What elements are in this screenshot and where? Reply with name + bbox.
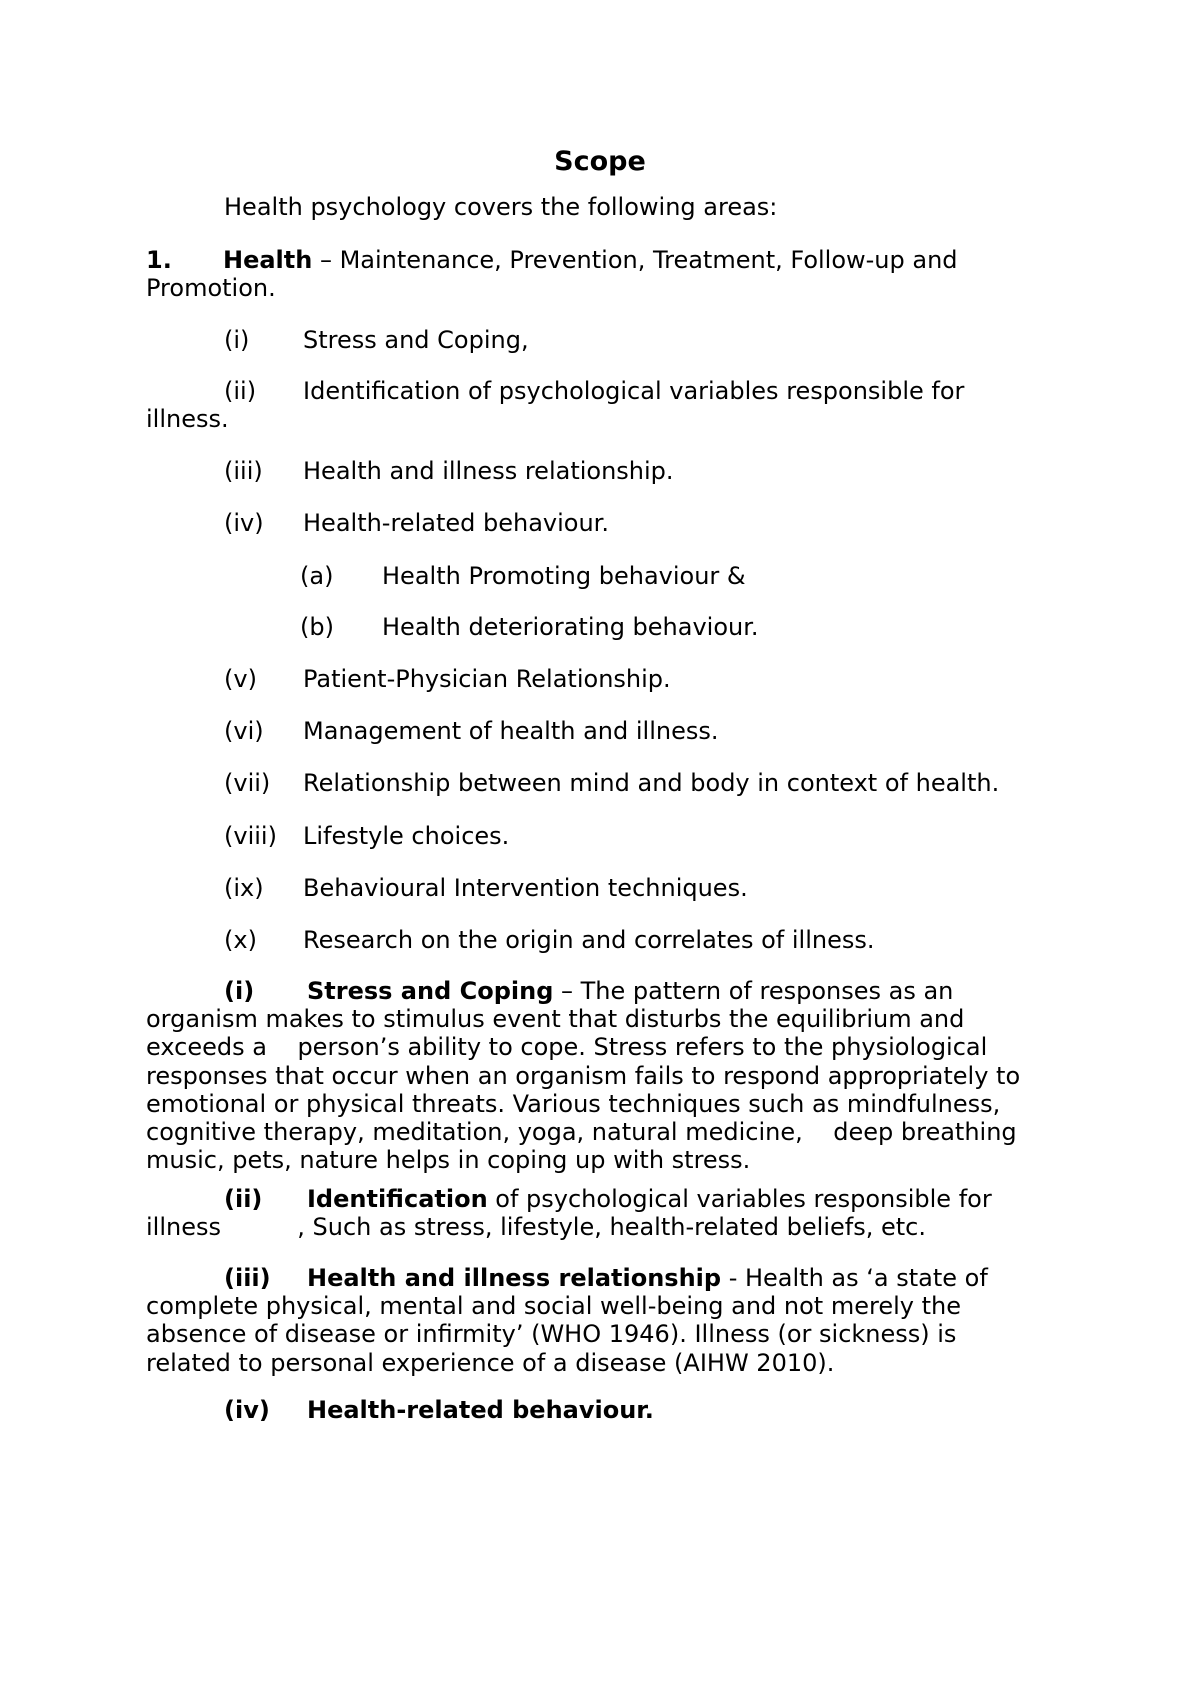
page-title: Scope (554, 146, 646, 177)
list-number: (ii) (224, 377, 257, 405)
list-item (224, 873, 748, 903)
list-item (224, 821, 509, 851)
list-number: (ix) (224, 874, 264, 902)
list-item (224, 768, 999, 798)
health-illness-paragraph (146, 1264, 1046, 1377)
detail-number: (ii) (224, 1185, 263, 1213)
list-item (224, 376, 964, 406)
intro-text: Health psychology covers the following areas: (224, 193, 778, 221)
detail-text: emotional or physical threats. Various techniques such as mindfulness, (146, 1089, 1001, 1118)
sublist-item (300, 561, 746, 591)
list-number: (iii) (224, 457, 263, 485)
list-number: (v) (224, 665, 257, 693)
list-text: Research on the origin and correlates of illness. (303, 926, 875, 954)
detail-text: cognitive therapy, meditation, yoga, natural medicine, deep breathing (146, 1118, 1017, 1147)
detail-number: (i) (224, 977, 255, 1005)
detail-number: (iii) (224, 1264, 271, 1292)
detail-text: organism makes to stimulus event that disturbs the equilibrium and (146, 1005, 965, 1034)
section-number: 1. (146, 246, 172, 274)
detail-heading: Health-related behaviour. (307, 1396, 654, 1424)
list-text: Management of health and illness. (303, 717, 719, 745)
detail-text: – The pattern of responses as an (553, 977, 954, 1005)
list-number: (iv) (224, 509, 264, 537)
detail-text: exceeds a person’s ability to cope. Stress refers to the physiological (146, 1033, 988, 1062)
section-text: – Maintenance, Prevention, Treatment, Follow-up and (312, 246, 958, 274)
stress-coping-paragraph (146, 977, 1046, 1174)
list-number: (viii) (224, 822, 277, 850)
list-text: Patient-Physician Relationship. (303, 665, 671, 693)
list-item-continuation: illness. (146, 405, 229, 433)
detail-text: of psychological variables responsible for (487, 1185, 992, 1213)
list-item (224, 325, 529, 355)
list-number: (vii) (224, 769, 271, 797)
list-item (224, 664, 671, 694)
list-text: Lifestyle choices. (303, 822, 510, 850)
section-1-heading (146, 245, 958, 275)
sublist-number: (b) (300, 613, 334, 641)
list-number: (vi) (224, 717, 264, 745)
sublist-text: Health deteriorating behaviour. (382, 613, 759, 641)
list-item (224, 456, 674, 486)
detail-text: complete physical, mental and social well-being and not merely the (146, 1292, 961, 1321)
identification-paragraph (146, 1185, 1046, 1241)
list-number: (i) (224, 326, 250, 354)
detail-number: (iv) (224, 1396, 270, 1424)
list-item (224, 925, 875, 955)
detail-text: absence of disease or infirmity’ (WHO 1946). Illness (or sickness) is (146, 1320, 957, 1349)
section-label: Health (223, 246, 313, 274)
detail-heading: Stress and Coping (307, 977, 554, 1005)
health-behaviour-heading (224, 1395, 654, 1425)
list-text: Identification of psychological variables responsible for (303, 377, 965, 405)
sublist-item (300, 612, 759, 642)
detail-heading: Identification (307, 1185, 488, 1213)
detail-text: responses that occur when an organism fails to respond appropriately to (146, 1061, 1021, 1090)
detail-text: related to personal experience of a disease (AIHW 2010). (146, 1348, 835, 1377)
list-item (224, 716, 719, 746)
list-item (224, 508, 609, 538)
list-text: Health-related behaviour. (303, 509, 609, 537)
sublist-number: (a) (300, 562, 334, 590)
section-1-continuation: Promotion. (146, 274, 276, 302)
detail-text: music, pets, nature helps in coping up with stress. (146, 1146, 751, 1175)
detail-heading: Health and illness relationship (307, 1264, 722, 1292)
list-number: (x) (224, 926, 257, 954)
list-text: Stress and Coping, (303, 326, 529, 354)
list-text: Health and illness relationship. (303, 457, 674, 485)
sublist-text: Health Promoting behaviour & (382, 562, 746, 590)
list-text: Relationship between mind and body in context of health. (303, 769, 1000, 797)
detail-text: illness , Such as stress, lifestyle, health-related beliefs, etc. (146, 1213, 926, 1242)
list-text: Behavioural Intervention techniques. (303, 874, 748, 902)
detail-text: - Health as ‘a state of (721, 1264, 988, 1292)
